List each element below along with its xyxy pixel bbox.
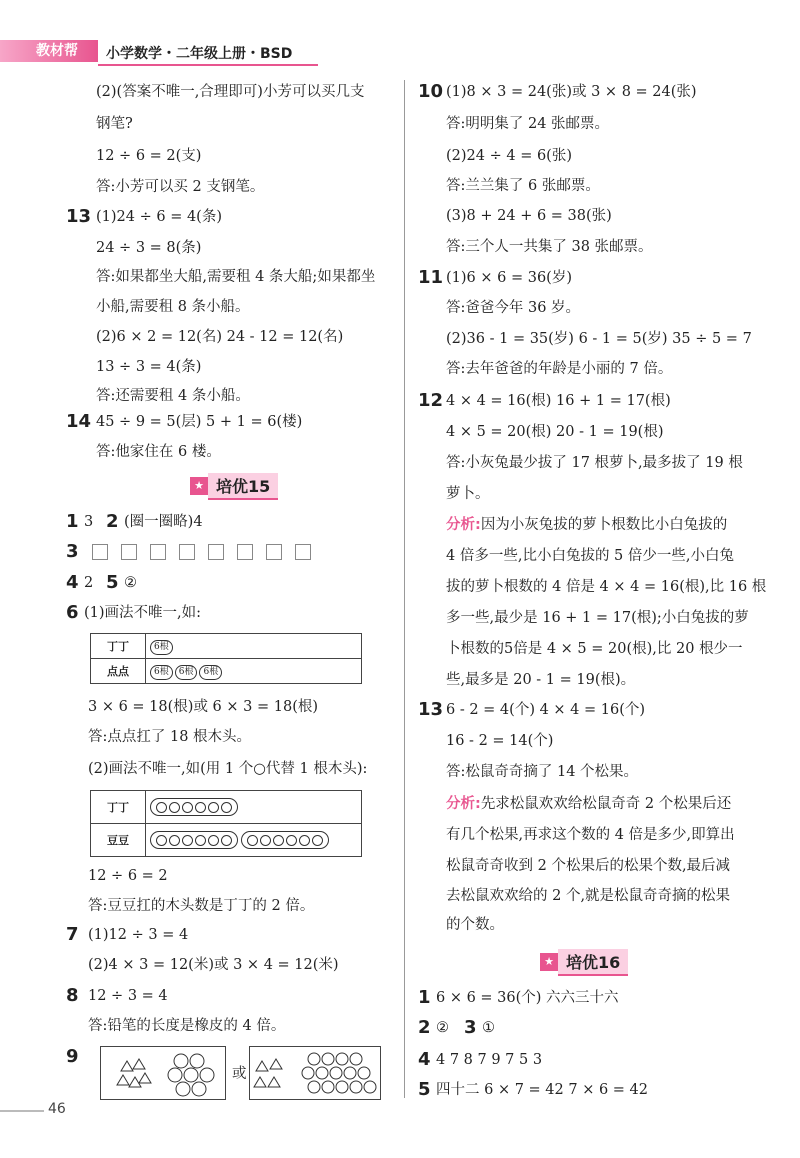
analysis-line: 拔的萝卜根数的 4 倍是 4 × 4 = 16(根),比 16 根 (446, 579, 767, 595)
right-line: (2)36 - 1 = 35(岁) 6 - 1 = 5(岁) 35 ÷ 5 = 7 (446, 331, 752, 347)
question-number: 2 (106, 511, 119, 532)
header-underline (98, 64, 318, 66)
question-number: 7 (66, 924, 79, 945)
answer-box (179, 544, 195, 560)
question-number: 3 (464, 1017, 477, 1038)
left-line: (2)4 × 3 = 12(米)或 3 × 4 = 12(米) (88, 957, 339, 973)
right-line: 答:小灰兔最少拔了 17 根萝卜,最多拔了 19 根 (446, 455, 743, 471)
right-line: 答:兰兰集了 6 张邮票。 (446, 178, 600, 194)
section-title: 培优16 (558, 949, 628, 976)
question-number: 4 (418, 1049, 431, 1070)
analysis-label: 分析: (446, 517, 481, 533)
right-line: 答:松鼠奇奇摘了 14 个松果。 (446, 764, 639, 780)
right-line: 答:爸爸今年 36 岁。 (446, 300, 581, 316)
right-line: 6 × 6 = 36(个) 六六三十六 (436, 990, 619, 1006)
question-number: 10 (418, 81, 444, 102)
left-line: (2)画法不唯一,如(用 1 个○代替 1 根木头): (88, 761, 368, 777)
analysis-line (446, 515, 727, 535)
answer-box (150, 544, 166, 560)
question-number: 9 (66, 1046, 79, 1067)
row-cell (146, 824, 362, 857)
analysis-line: 的个数。 (446, 917, 504, 933)
left-line: (1)画法不唯一,如: (84, 605, 202, 621)
question-number: 1 (418, 987, 431, 1008)
answer: (圈一圈略)4 (124, 514, 203, 530)
left-line: 24 ÷ 3 = 8(条) (96, 240, 202, 256)
left-line: 答:如果都坐大船,需要租 4 条大船;如果都坐 (96, 269, 376, 285)
bundle-oval: 6根 (150, 640, 173, 655)
question-number: 13 (66, 206, 92, 227)
left-line: 答:铅笔的长度是橡皮的 4 倍。 (88, 1018, 286, 1034)
section-badge (190, 474, 278, 498)
right-line: 4 × 5 = 20(根) 20 - 1 = 19(根) (446, 424, 664, 440)
circle-group (150, 798, 238, 816)
diagram-table (90, 790, 362, 857)
brand-tag: 教材帮 (0, 40, 98, 62)
analysis-line: 去松鼠欢欢给的 2 个,就是松鼠奇奇摘的松果 (446, 888, 731, 904)
answer-box (121, 544, 137, 560)
right-line: (1)8 × 3 = 24(张)或 3 × 8 = 24(张) (446, 84, 697, 100)
analysis-line: 卜根数的5倍是 4 × 5 = 20(根),比 20 根少一 (446, 641, 743, 657)
answer: 3 (84, 514, 94, 530)
answer-box (92, 544, 108, 560)
question-number: 8 (66, 985, 79, 1006)
section-badge (540, 950, 628, 974)
analysis-line: 4 倍多一些,比小白兔拔的 5 倍少一些,小白兔 (446, 548, 734, 564)
right-line: 6 - 2 = 4(个) 4 × 4 = 16(个) (446, 702, 646, 718)
diagram-table (90, 633, 362, 684)
question-number: 5 (418, 1079, 431, 1100)
row-label: 丁丁 (91, 634, 146, 659)
left-line: 45 ÷ 9 = 5(层) 5 + 1 = 6(楼) (96, 414, 303, 430)
bundle-oval: 6根 (199, 665, 222, 680)
column-divider (404, 80, 405, 1098)
left-line: (1)24 ÷ 6 = 4(条) (96, 209, 222, 225)
question-number: 6 (66, 602, 79, 623)
triangles-circles-icon (101, 1047, 225, 1099)
star-icon: ★ (540, 953, 558, 971)
answer: ② (124, 575, 137, 591)
answer-box (266, 544, 282, 560)
left-line: 答:他家住在 6 楼。 (96, 444, 221, 460)
right-line: 萝卜。 (446, 486, 490, 502)
answer-box (295, 544, 311, 560)
right-line: 答:三个人一共集了 38 张邮票。 (446, 239, 653, 255)
question-number: 1 (66, 511, 79, 532)
bundle-oval: 6根 (175, 665, 198, 680)
right-line: (2)24 ÷ 4 = 6(张) (446, 148, 572, 164)
triangles-circles-icon (250, 1047, 380, 1099)
page-number: 46 (48, 1101, 66, 1117)
or-text: 或 (232, 1066, 247, 1082)
analysis-line (446, 794, 731, 814)
left-line: 答:点点扛了 18 根木头。 (88, 729, 252, 745)
question-number: 11 (418, 267, 444, 288)
right-line: 4 × 4 = 16(根) 16 + 1 = 17(根) (446, 393, 671, 409)
section-title: 培优15 (208, 473, 278, 500)
question-number: 3 (66, 541, 79, 562)
right-line: 16 - 2 = 14(个) (446, 733, 554, 749)
bundle-oval: 6根 (150, 665, 173, 680)
row-cell (146, 791, 362, 824)
right-line: 答:去年爸爸的年龄是小丽的 7 倍。 (446, 361, 673, 377)
left-line: 13 ÷ 3 = 4(条) (96, 359, 202, 375)
left-line: (2)(答案不唯一,合理即可)小芳可以买几支 (96, 84, 365, 100)
analysis-line: 些,最多是 20 - 1 = 19(根)。 (446, 672, 636, 688)
analysis-label: 分析: (446, 796, 481, 812)
analysis-line: 多一些,最少是 16 + 1 = 17(根);小白兔拔的萝 (446, 610, 749, 626)
question-number: 2 (418, 1017, 431, 1038)
circle-group (241, 831, 329, 849)
question-number: 4 (66, 572, 79, 593)
left-line: 答:小芳可以买 2 支钢笔。 (96, 179, 265, 195)
answer: 2 (84, 575, 94, 591)
row-cell (146, 659, 362, 684)
row-label: 豆豆 (91, 824, 146, 857)
question-number: 13 (418, 699, 444, 720)
right-line: (3)8 + 24 + 6 = 38(张) (446, 208, 612, 224)
row-label: 丁丁 (91, 791, 146, 824)
question-number: 12 (418, 390, 444, 411)
left-line: 小船,需要租 8 条小船。 (96, 299, 250, 315)
left-line: 钢笔? (96, 116, 133, 132)
answer: ① (482, 1020, 495, 1036)
answer-box (208, 544, 224, 560)
analysis-line: 松鼠奇奇收到 2 个松果后的松果个数,最后减 (446, 858, 731, 874)
left-line: 12 ÷ 6 = 2(支) (96, 148, 202, 164)
right-line: (1)6 × 6 = 36(岁) (446, 270, 572, 286)
right-line: 4 7 8 7 9 7 5 3 (436, 1052, 543, 1068)
left-line: 12 ÷ 3 = 4 (88, 988, 168, 1004)
row-label: 点点 (91, 659, 146, 684)
answer: ② (436, 1020, 449, 1036)
star-icon: ★ (190, 477, 208, 495)
analysis-text: 先求松鼠欢欢给松鼠奇奇 2 个松果后还 (480, 796, 732, 812)
left-line: 3 × 6 = 18(根)或 6 × 3 = 18(根) (88, 699, 319, 715)
shapes-picture (100, 1046, 226, 1100)
left-line: 答:豆豆扛的木头数是丁丁的 2 倍。 (88, 898, 315, 914)
left-line: 答:还需要租 4 条小船。 (96, 388, 250, 404)
circle-group (150, 831, 238, 849)
left-line: 12 ÷ 6 = 2 (88, 868, 168, 884)
right-line: 答:明明集了 24 张邮票。 (446, 116, 610, 132)
header-title: 小学数学・二年级上册・BSD (106, 46, 293, 62)
shapes-picture (249, 1046, 381, 1100)
left-line: (1)12 ÷ 3 = 4 (88, 927, 189, 943)
row-cell (146, 634, 362, 659)
analysis-line: 有几个松果,再求这个数的 4 倍是多少,即算出 (446, 827, 735, 843)
question-number: 14 (66, 411, 92, 432)
question-number: 5 (106, 572, 119, 593)
analysis-text: 因为小灰兔拔的萝卜根数比小白兔拔的 (480, 517, 728, 533)
footer-dash (0, 1110, 44, 1112)
right-line: 四十二 6 × 7 = 42 7 × 6 = 42 (436, 1082, 648, 1098)
left-line: (2)6 × 2 = 12(名) 24 - 12 = 12(名) (96, 329, 344, 345)
answer-box (237, 544, 253, 560)
